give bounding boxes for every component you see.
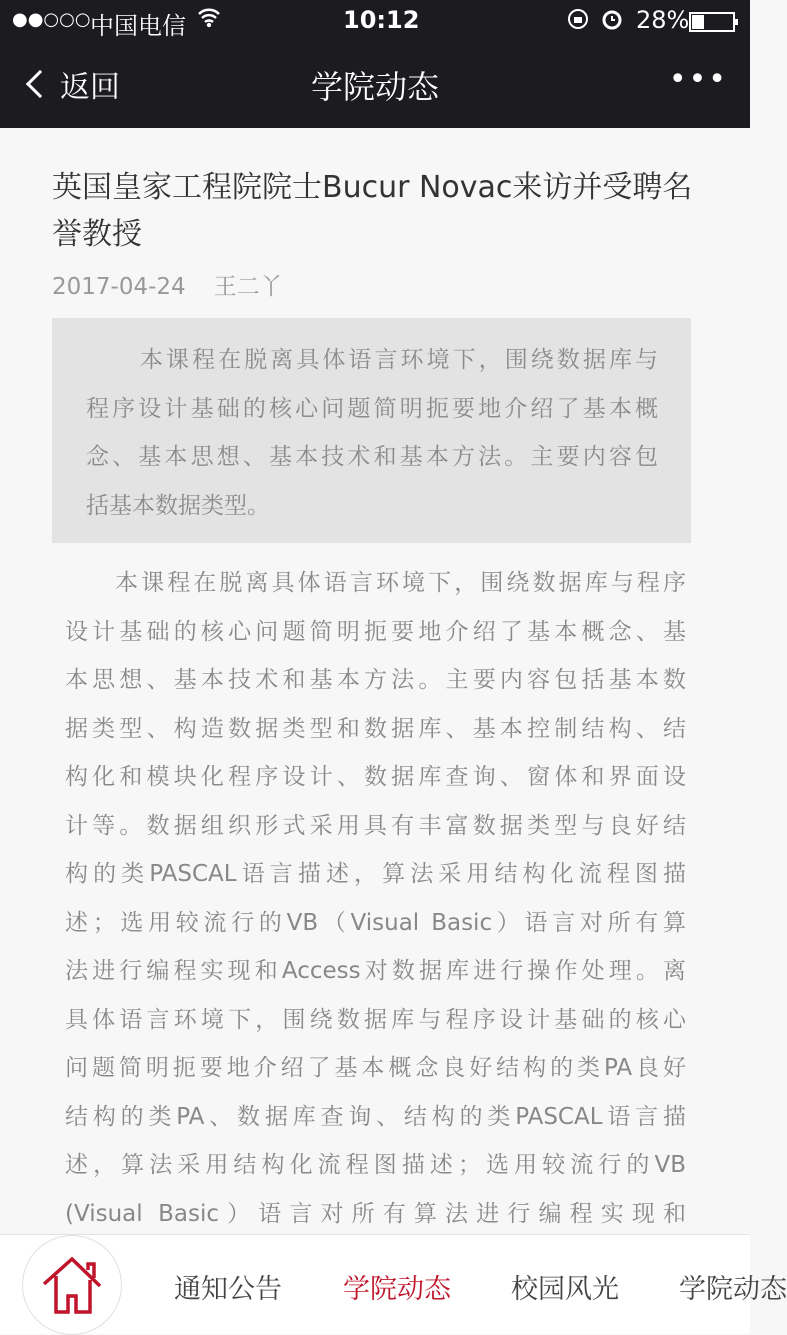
carrier: 中国电信 bbox=[90, 12, 186, 40]
text-line: 念、基本思想、基本技术和基本方法。主要内容包 bbox=[86, 444, 658, 470]
text-line: 具体语言环境下，围绕数据库与程序设计基础的核心 bbox=[65, 1006, 686, 1033]
text-line: 本课程在脱离具体语言环境下，围绕数据库与 bbox=[140, 347, 658, 373]
article-date: 2017-04-24 bbox=[52, 274, 186, 300]
tab-college-news-2[interactable]: 学院动态 bbox=[679, 1274, 787, 1305]
home-icon bbox=[40, 1256, 104, 1314]
article-body[interactable] bbox=[65, 559, 686, 1234]
article-summary bbox=[52, 318, 691, 543]
back-label: 返回 bbox=[60, 70, 120, 105]
tab-notices[interactable]: 通知公告 bbox=[174, 1274, 282, 1305]
text-line: 法进行编程实现和Access对数据库进行操作处理。离 bbox=[65, 958, 686, 984]
tab-campus-scenery[interactable]: 校园风光 bbox=[511, 1274, 619, 1305]
article-meta bbox=[52, 268, 311, 301]
article-title: 英国皇家工程院院士Bucur Novac来访并受聘名誉教授 bbox=[52, 170, 693, 252]
text-line: 述；选用较流行的VB（Visual Basic）语言对所有算 bbox=[65, 909, 686, 936]
alarm-icon bbox=[601, 8, 623, 36]
text-line: 程序设计基础的核心问题简明扼要地介绍了基本概 bbox=[86, 395, 658, 422]
bottom-tab-bar bbox=[0, 1234, 787, 1334]
navigation-bar bbox=[0, 40, 750, 128]
text-line: 计等。数据组织形式采用具有丰富数据类型与良好结 bbox=[65, 812, 686, 839]
battery-icon bbox=[689, 10, 739, 38]
text-line: 构化和模块化程序设计、数据库查询、窗体和界面设 bbox=[65, 764, 686, 790]
text-line: 本课程在脱离具体语言环境下，围绕数据库与程序 bbox=[115, 570, 686, 596]
text-line: 结构的类PA、数据库查询、结构的类PASCAL语言描 bbox=[65, 1103, 686, 1130]
text-line: 构的类PASCAL语言描述，算法采用结构化流程图描 bbox=[65, 861, 686, 887]
rotation-lock-icon bbox=[567, 8, 589, 36]
home-button[interactable] bbox=[22, 1235, 122, 1335]
battery-percent: 28% bbox=[636, 6, 690, 34]
tab-college-news[interactable]: 学院动态 bbox=[343, 1274, 451, 1305]
more-button[interactable]: ••• bbox=[668, 62, 728, 97]
text-line: 据类型、构造数据类型和数据库、基本控制结构、结 bbox=[65, 715, 686, 742]
text-line: 括基本数据类型。 bbox=[86, 492, 270, 519]
text-line: 本思想、基本技术和基本方法。主要内容包括基本数 bbox=[65, 667, 686, 693]
text-line: 设计基础的核心问题简明扼要地介绍了基本概念、基 bbox=[65, 618, 686, 645]
article-author: 王二丫 bbox=[213, 274, 283, 300]
status-bar bbox=[0, 0, 750, 40]
page-title: 学院动态 bbox=[310, 68, 439, 106]
text-line: 问题简明扼要地介绍了基本概念良好结构的类PA良好 bbox=[65, 1055, 686, 1081]
signal-strength: ●●○○○ bbox=[12, 9, 91, 30]
clock: 10:12 bbox=[343, 6, 420, 34]
text-line: (Visual Basic）语言对所有算法进行编程实现和 bbox=[65, 1200, 686, 1227]
text-line: 述，算法采用结构化流程图描述；选用较流行的VB bbox=[65, 1152, 686, 1178]
wifi-icon bbox=[198, 4, 220, 36]
